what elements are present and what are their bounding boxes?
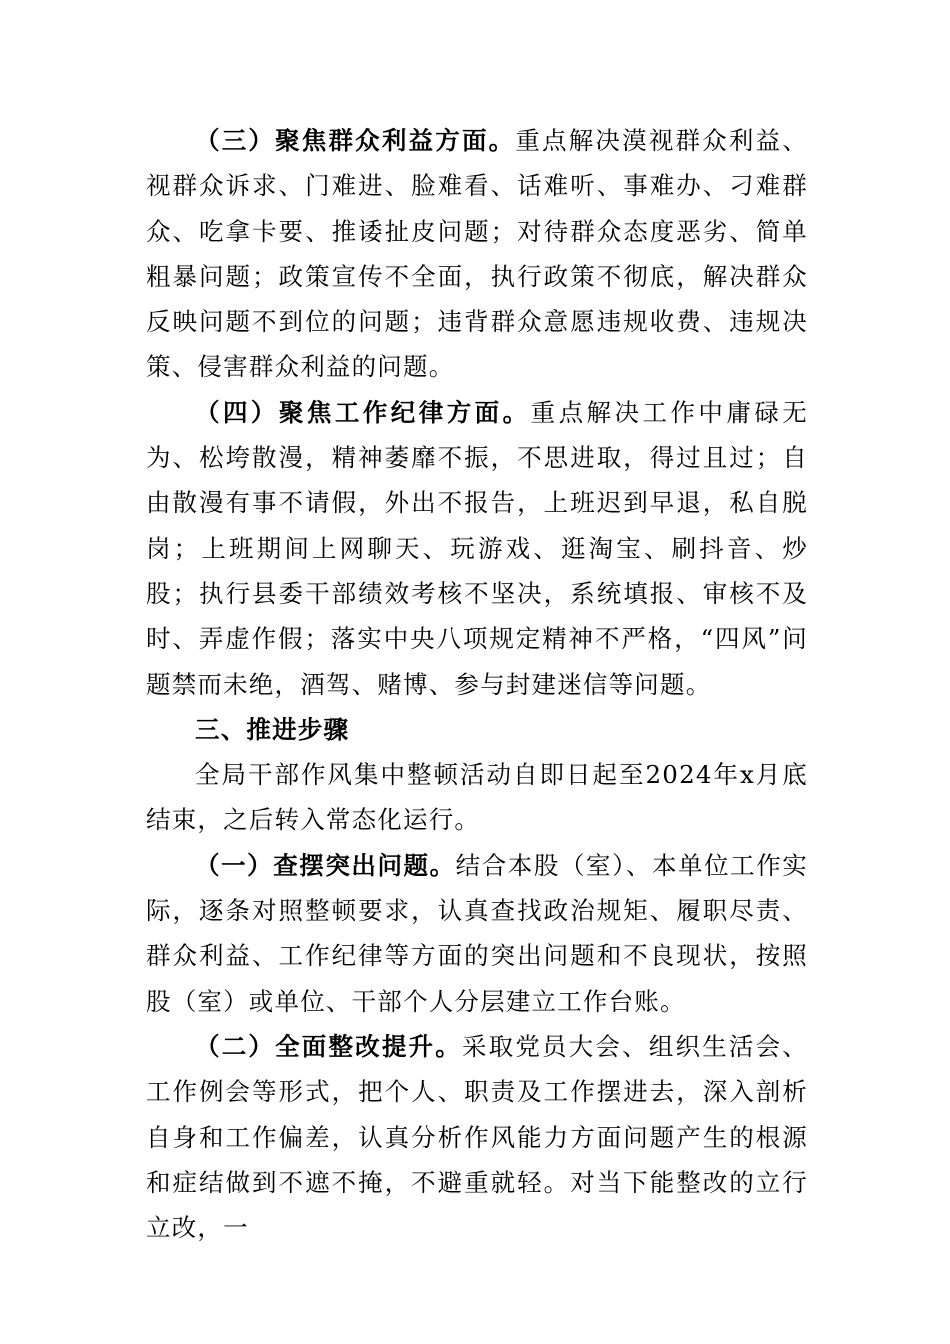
document-page — [146, 118, 808, 1250]
section-body: 重点解决工作中庸碌无为、松垮散漫，精神萎靡不振，不思进取，得过且过；自由散漫有事不请假，外出不报告，上班迟到早退，私自脱岗；上班期间上网聊天、玩游戏、逛淘宝、刷抖音、炒股；执行县委干部绩效考核不坚决，系统填报、审核不及时、弄虚作假；落实中央八项规定精神不严格，“四风”问题禁而未绝，酒驾、赌博、参与封建迷信等问题。 — [146, 397, 809, 699]
section-work-discipline — [146, 390, 808, 707]
step-body: 采取党员大会、组织生活会、工作例会等形式，把个人、职责及工作摆进去，深入剖析自身和工作偏差，认真分析作风能力方面问题产生的根源和症结做到不遮不掩，不避重就轻。对当下能整改的立行立改，一 — [146, 1031, 808, 1243]
intro-paragraph: 全局干部作风集中整顿活动自即日起至2024年x月底结束，之后转入常态化运行。 — [146, 760, 808, 835]
step-rectify — [146, 1024, 808, 1250]
section-lead: （四）聚焦工作纪律方面。 — [195, 397, 531, 427]
section-lead: （三）聚焦群众利益方面。 — [195, 126, 516, 155]
step-body: 结合本股（室）、本单位工作实际，逐条对照整顿要求，认真查找政治规矩、履职尽责、群众利益、工作纪律等方面的突出问题和不良现状，按照股（室）或单位、干部个人分层建立工作台账。 — [146, 850, 808, 1016]
step-lead: （二）全面整改提升。 — [195, 1031, 462, 1061]
step-find-problems — [146, 843, 808, 1024]
section-body: 重点解决漠视群众利益、视群众诉求、门难进、脸难看、话难听、事难办、刁难群众、吃拿卡要、推诿扯皮问题；对待群众态度恶劣、简单粗暴问题；政策宣传不全面，执行政策不彻底，解决群众反映问题不到位的问题；违背群众意愿违规收费、违规决策、侵害群众利益的问题。 — [146, 126, 808, 382]
step-lead: （一）查摆突出问题。 — [195, 850, 456, 880]
section-mass-interests — [146, 118, 808, 390]
section-heading: 三、推进步骤 — [195, 714, 350, 744]
